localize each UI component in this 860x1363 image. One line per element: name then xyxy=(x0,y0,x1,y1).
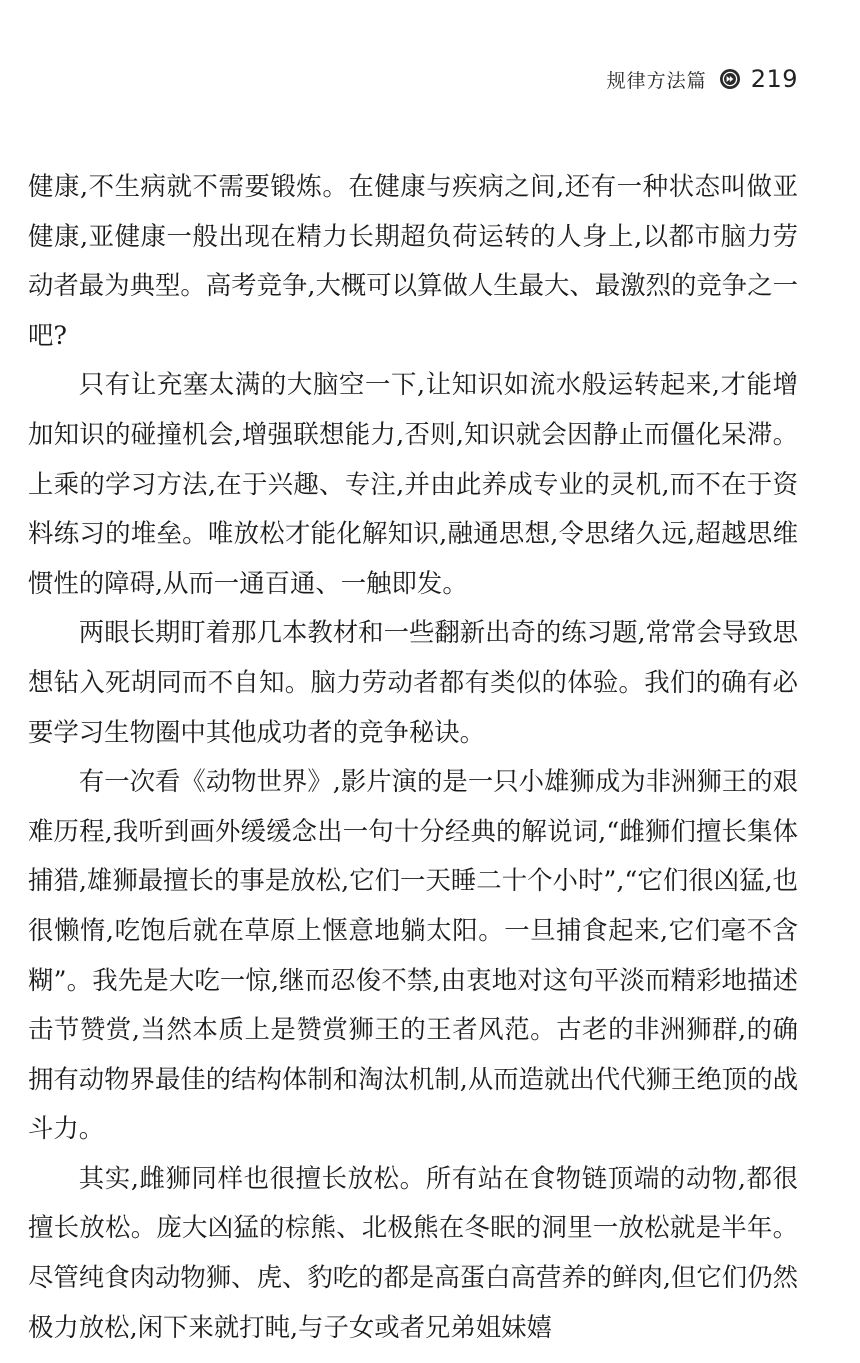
circled-arrow-right-icon xyxy=(719,68,741,90)
page-number: 219 xyxy=(750,65,798,93)
paragraph-3: 两眼长期盯着那几本教材和一些翻新出奇的练习题,常常会导致思想钻入死胡同而不自知。脑力劳动者都有类似的体验。我们的确有必要学习生物圈中其他成功者的竞争秘诀。 xyxy=(28,617,798,747)
body-text xyxy=(28,162,798,1352)
running-header xyxy=(607,62,798,96)
paragraph-5: 其实,雌狮同样也很擅长放松。所有站在食物链顶端的动物,都很擅长放松。庞大凶猛的棕熊、北极熊在冬眠的洞里一放松就是半年。尽管纯食肉动物狮、虎、豹吃的都是高蛋白高营养的鲜肉,但它们仍然极力放松,闲下来就打盹,与子女或者兄弟姐妹嬉 xyxy=(28,1162,798,1342)
paragraph-2: 只有让充塞太满的大脑空一下,让知识如流水般运转起来,才能增加知识的碰撞机会,增强联想能力,否则,知识就会因静止而僵化呆滞。上乘的学习方法,在于兴趣、专注,并由此养成专业的灵机,而不在于资料练习的堆垒。唯放松才能化解知识,融通思想,令思绪久远,超越思维惯性的障碍,从而一通百通、一触即发。 xyxy=(28,369,798,598)
paragraph-4: 有一次看《动物世界》,影片演的是一只小雄狮成为非洲狮王的艰难历程,我听到画外缓缓念出一句十分经典的解说词,“雌狮们擅长集体捕猎,雄狮最擅长的事是放松,它们一天睡二十个小时”,“它们很凶猛,也很懒惰,吃饱后就在草原上惬意地躺太阳。一旦捕食起来,它们毫不含糊”。我先是大吃一惊,继而忍俊不禁,由衷地对这句平淡而精彩地描述击节赞赏,当然本质上是赞赏狮王的王者风范。古老的非洲狮群,的确拥有动物界最佳的结构体制和淘汰机制,从而造就出代代狮王绝顶的战斗力。 xyxy=(28,766,798,1144)
section-title: 规律方法篇 xyxy=(606,69,707,92)
paragraph-1: 健康,不生病就不需要锻炼。在健康与疾病之间,还有一种状态叫做亚健康,亚健康一般出现在精力长期超负荷运转的人身上,以都市脑力劳动者最为典型。高考竞争,大概可以算做人生最大、最激烈的竞争之一吧? xyxy=(28,171,798,350)
